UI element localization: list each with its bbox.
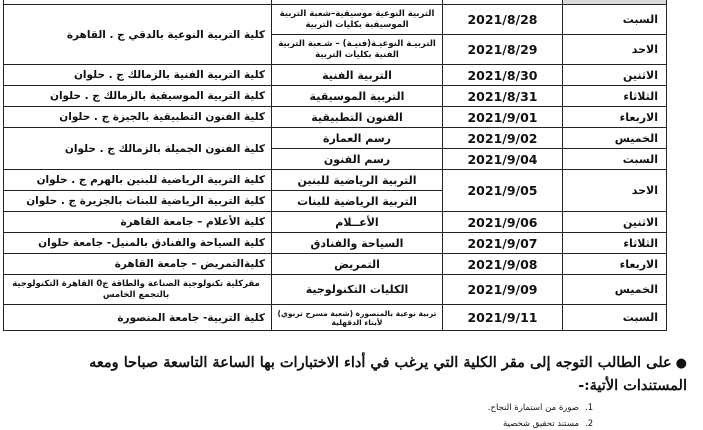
table-row — [4, 212, 667, 233]
table-row — [4, 233, 667, 254]
specialization-cell: التربيـة النوعيـة(فنيـة) – شـعبة التربية الفنية بكليات التربية — [272, 35, 443, 65]
date-cell: 2021/9/11 — [443, 305, 563, 331]
day-cell: الاربعاء — [563, 107, 667, 128]
date-cell: 2021/9/02 — [443, 128, 563, 149]
requirement-number: 2. — [585, 419, 594, 429]
day-cell: الخميس — [563, 128, 667, 149]
table-row — [4, 275, 667, 305]
requirement-item — [503, 419, 605, 429]
table-row — [4, 254, 667, 275]
specialization-cell: رسم الفنون — [272, 149, 443, 170]
college-cell: كلية الفنون التطبيقية بالجيزة ج . حلوان — [4, 107, 272, 128]
specialization-cell: التربية الرياضية للبنين — [272, 170, 443, 191]
date-cell: 2021/9/09 — [443, 275, 563, 305]
table-row — [4, 86, 667, 107]
date-cell: 2021/9/08 — [443, 254, 563, 275]
date-cell: 2021/9/05 — [443, 170, 563, 212]
day-cell: الاثنين — [563, 65, 667, 86]
day-cell: السبت — [563, 5, 667, 35]
day-cell: الخميس — [563, 275, 667, 305]
day-cell: السبت — [563, 149, 667, 170]
day-cell: الاحد — [563, 35, 667, 65]
college-cell: كلية التربية الرياضية للبنين بالهرم ج . حلوان — [4, 170, 272, 191]
day-cell: الاحد — [563, 170, 667, 212]
requirement-item — [488, 403, 605, 413]
college-cell: كلية الأعلام – جامعة القاهرة — [4, 212, 272, 233]
college-cell: كلية الفنون الجميلة بالزمالك ج . حلوان — [4, 128, 272, 170]
college-cell: كلية التربية الفنية بالزمالك ج . حلوان — [4, 65, 272, 86]
schedule-table — [3, 0, 667, 331]
table-row — [4, 5, 667, 35]
date-cell: 2021/8/28 — [443, 5, 563, 35]
day-cell: الثلاثاء — [563, 86, 667, 107]
specialization-cell: الفنون التطبيقية — [272, 107, 443, 128]
instructions-text: على الطالب التوجه إلى مقر الكلية التي يرغب في أداء الاختبارات بها الساعة التاسعة صباحا ومعه المستندات الأتية:- — [89, 354, 687, 394]
date-cell: 2021/9/04 — [443, 149, 563, 170]
requirement-text: صورة من استمارة النجاح. — [487, 403, 579, 413]
day-cell: الاربعاء — [563, 254, 667, 275]
day-cell: الثلاثاء — [563, 233, 667, 254]
college-cell: كلية التربية النوعية بالدقي ج . القاهرة — [4, 5, 272, 65]
day-cell: الاثنين — [563, 212, 667, 233]
table-row — [4, 128, 667, 149]
day-cell: السبت — [563, 305, 667, 331]
instructions-note — [47, 352, 687, 397]
specialization-cell: الأعــلام — [272, 212, 443, 233]
table-row — [4, 65, 667, 86]
college-cell: كليةالتمريض – جامعة القاهرة — [4, 254, 272, 275]
table-row — [4, 170, 667, 191]
specialization-cell: تربية نوعية بالمنصورة (شعبة مسرح تربوي) لأبناء الدقهلية — [272, 305, 443, 331]
table-row — [4, 107, 667, 128]
specialization-cell: السياحة والفنادق — [272, 233, 443, 254]
college-cell: كلية التربية الموسيقية بالزمالك ج . حلوان — [4, 86, 272, 107]
specialization-cell: الكليات التكنولوجية — [272, 275, 443, 305]
date-cell: 2021/8/31 — [443, 86, 563, 107]
requirement-text: مستند تحقيق شخصية — [502, 419, 579, 429]
college-cell: كلية التربية الرياضية للبنات بالجزيرة ج . حلوان — [4, 191, 272, 212]
specialization-cell: التربية الموسيقية — [272, 86, 443, 107]
date-cell: 2021/8/30 — [443, 65, 563, 86]
date-cell: 2021/9/01 — [443, 107, 563, 128]
specialization-cell: التربية الرياضية للبنات — [272, 191, 443, 212]
date-cell: 2021/8/29 — [443, 35, 563, 65]
table-row — [4, 305, 667, 331]
college-cell: كلية السياحة والفنادق بالمنيل- جامعة حلوان — [4, 233, 272, 254]
college-cell: كلية التربية- جامعة المنصورة — [4, 305, 272, 331]
date-cell: 2021/9/06 — [443, 212, 563, 233]
specialization-cell: التربية الفنية — [272, 65, 443, 86]
specialization-cell: التربية النوعية موسيقية–شعبة التربية الموسيقية بكليات التربية — [272, 5, 443, 35]
specialization-cell: رسم العمارة — [272, 128, 443, 149]
date-cell: 2021/9/07 — [443, 233, 563, 254]
requirement-number: 1. — [585, 403, 594, 413]
college-cell: مقركلية تكنولوجية الصناعة والطاقة ج0 القاهرة التكنولوجية بالتجمع الخامس — [4, 275, 272, 305]
specialization-cell: التمريض — [272, 254, 443, 275]
bullet-icon: ● — [675, 356, 687, 371]
